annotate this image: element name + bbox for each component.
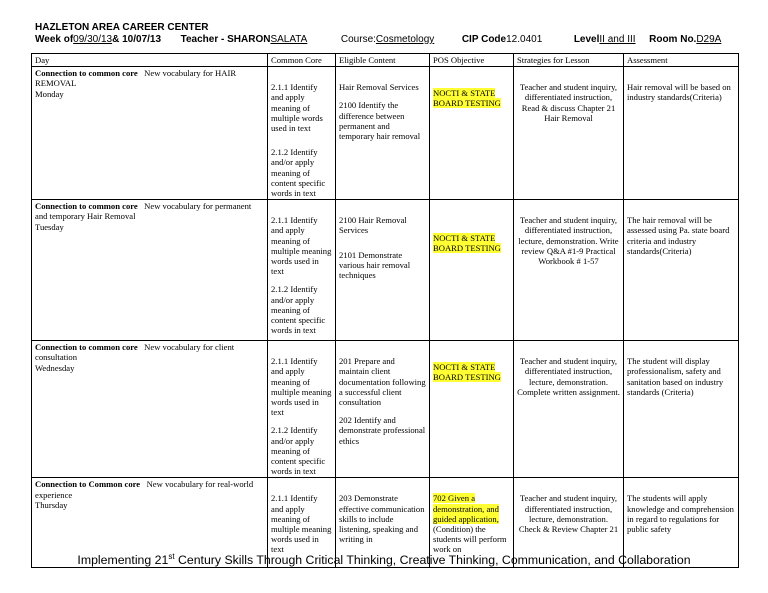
pos-cell [430, 67, 514, 200]
col-header-common-core: Common Core [268, 54, 336, 67]
eligible-1: 2100 Hair Removal Services [339, 215, 407, 236]
week-from: 09/30/13 [73, 34, 113, 45]
week-prefix: Week of [35, 34, 74, 45]
header-row [32, 54, 739, 67]
eligible-2: 2101 Demonstrate various hair removal techniques [339, 249, 411, 281]
eligible-content-cell [336, 67, 430, 200]
assessment-cell [624, 200, 739, 341]
day-name: Monday [35, 88, 64, 99]
assessment: The hair removal will be assessed using Pa. state board criteria and industry standards(Criteria) [627, 215, 730, 256]
eligible-content-cell [336, 200, 430, 341]
header-info-line [35, 34, 721, 45]
eligible-content-cell [336, 341, 430, 478]
pos-objective: NOCTI & STATE BOARD TESTING [433, 88, 501, 109]
common-core-cell [268, 341, 336, 478]
col-header-strategies: Strategies for Lesson [514, 54, 624, 67]
cip-label: CIP Code [461, 34, 507, 45]
day-name: Wednesday [35, 362, 75, 373]
connection-label: Connection to Common core [35, 479, 141, 490]
common-core-1: 2.1.1 Identify and apply meaning of multiple words used in text [271, 82, 323, 134]
footer-sup: st [168, 552, 175, 561]
connection-text: New vocabulary for HAIR REMOVAL [35, 68, 237, 89]
common-core-1: 2.1.1 Identify and apply meaning of multiple meaning words used in text [271, 493, 332, 555]
assessment: The student will display professionalism, safety and sanitation based on industry standards (Criteria) [627, 356, 724, 397]
col-header-pos-objective: POS Objective [430, 54, 514, 67]
assessment: Hair removal will be based on industry standards(Criteria) [627, 82, 731, 103]
pos-objective: 702 Given a demonstration, and guided application, [433, 493, 499, 524]
connection-label: Connection to common core [35, 201, 138, 212]
assessment: The students will apply knowledge and comprehension in regard to regulations for public safety [627, 493, 734, 535]
footer-rest: Century Skills Through Critical Thinking, Creative Thinking, Communication, and Collaboration [174, 553, 691, 568]
course-label: Course: [340, 34, 376, 45]
common-core-cell [268, 200, 336, 341]
connection-text: New vocabulary for client consultation [35, 342, 235, 363]
room-value: D29A [696, 34, 722, 45]
teacher-label: Teacher - SHARON [180, 34, 271, 45]
common-core-2: 2.1.2 Identify and/or apply meaning of content specific words in text [271, 147, 326, 199]
connection-label: Connection to common core [35, 68, 138, 79]
eligible-2: 202 Identify and demonstrate professional ethics [339, 415, 426, 446]
day-name: Tuesday [35, 221, 64, 232]
level-value: II and III [599, 34, 636, 45]
pos-extra: (Condition) the students will perform work on [433, 524, 507, 555]
day-cell [32, 67, 268, 200]
table-row [32, 341, 739, 478]
common-core-1: 2.1.1 Identify and apply meaning of multiple meaning words used in text [271, 356, 332, 418]
eligible-1: Hair Removal Services [339, 82, 419, 93]
center-name: HAZLETON AREA CAREER CENTER [35, 22, 209, 33]
common-core-cell [268, 67, 336, 200]
col-header-eligible-content: Eligible Content [336, 54, 430, 67]
common-core-1: 2.1.1 Identify and apply meaning of multiple meaning words used in text [271, 215, 332, 277]
eligible-2: 2100 Identify the difference between permanent and temporary hair removal [339, 100, 421, 142]
connection-text: New vocabulary for permanent and temporary Hair Removal [35, 201, 252, 222]
col-header-day: Day [32, 54, 268, 67]
eligible-1: 203 Demonstrate effective communication skills to include listening, speaking and writing in [339, 493, 425, 545]
assessment-cell [624, 67, 739, 200]
assessment-cell [624, 341, 739, 478]
teacher-surname: SALATA [270, 34, 308, 45]
footer-tagline [0, 552, 768, 567]
connection-label: Connection to common core [35, 342, 138, 353]
strategies-cell [514, 67, 624, 200]
table-row [32, 67, 739, 200]
day-cell [32, 200, 268, 341]
table-row [32, 200, 739, 341]
strategies: Teacher and student inquiry, differentiated instruction, lecture, demonstration. Complete written assignment. [517, 356, 620, 397]
strategies-cell [514, 341, 624, 478]
room-label: Room No. [649, 34, 697, 45]
pos-cell [430, 341, 514, 478]
cip-value: 12.0401 [506, 34, 543, 45]
level-label: Level [573, 34, 600, 45]
connection-text: New vocabulary for real-world experience [35, 479, 254, 500]
eligible-1: 201 Prepare and maintain client documentation following a successful client consultation [339, 356, 426, 408]
day-name: Thursday [35, 499, 68, 510]
week-sep: & 10/07/13 [112, 34, 162, 45]
strategies: Teacher and student inquiry, differentiated instruction, Read & discuss Chapter 21 Hair Removal [519, 82, 618, 123]
day-cell [32, 341, 268, 478]
pos-cell [430, 200, 514, 341]
course-value: Cosmetology [375, 34, 435, 45]
col-header-assessment: Assessment [624, 54, 739, 67]
footer-prefix: Implementing 21 [77, 553, 169, 568]
pos-objective: NOCTI & STATE BOARD TESTING [433, 233, 501, 254]
strategies: Teacher and student inquiry, differentiated instruction, lecture, demonstration. Check & Review Chapter 21 [518, 493, 619, 535]
strategies-cell [514, 200, 624, 341]
common-core-2: 2.1.2 Identify and/or apply meaning of content specific words in text [271, 425, 326, 477]
lesson-plan-table [31, 53, 739, 568]
pos-objective: NOCTI & STATE BOARD TESTING [433, 362, 501, 383]
common-core-2: 2.1.2 Identify and/or apply meaning of content specific words in text [271, 284, 326, 336]
strategies: Teacher and student inquiry, differentiated instruction, lecture, demonstration. Write review Q&A #1-9 Practical Workbook # 1-57 [518, 215, 619, 267]
